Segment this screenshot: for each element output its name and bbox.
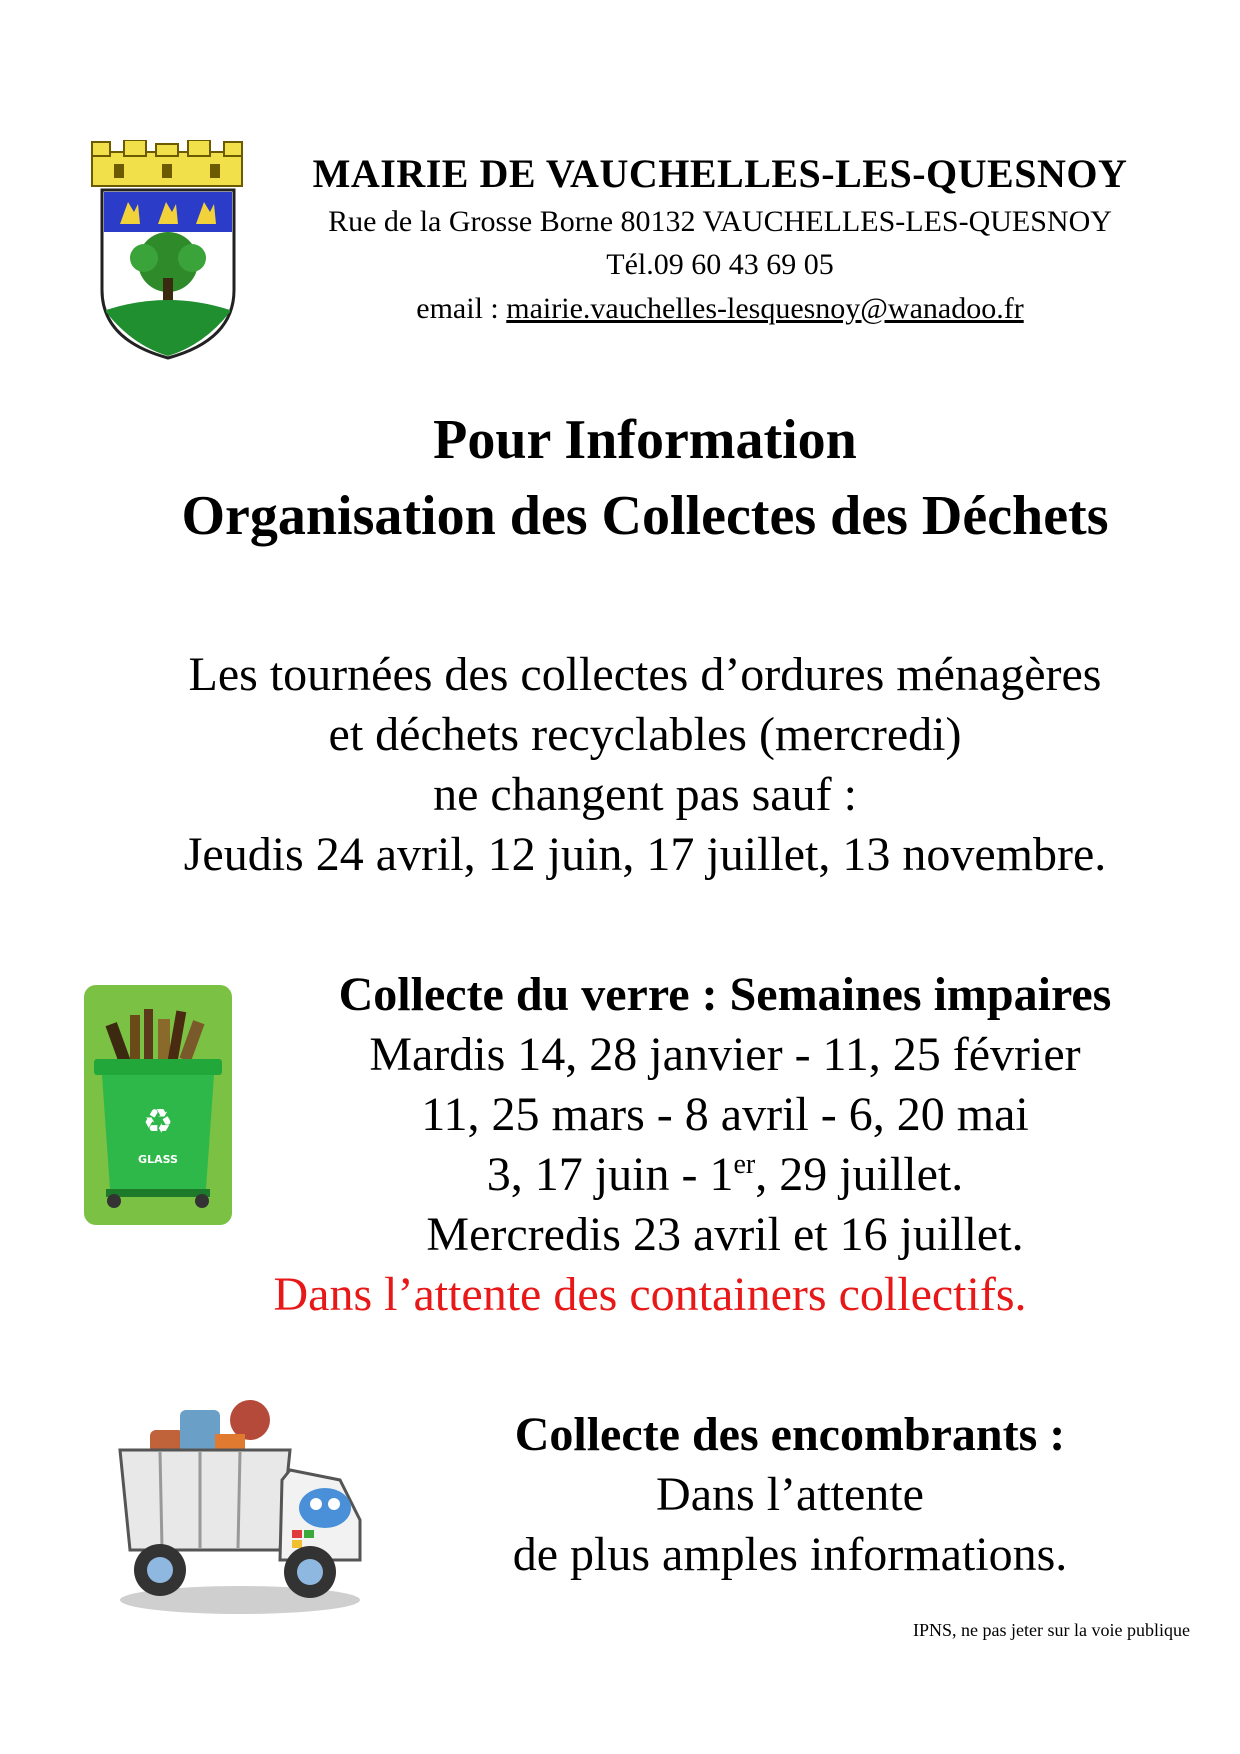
glass-collection-title: Collecte du verre : Semaines impaires — [338, 968, 1112, 1021]
glass-dates-part: , 29 juillet. — [755, 1148, 964, 1201]
glass-dates-line — [250, 1145, 1200, 1205]
glass-recycling-bin-icon — [84, 985, 232, 1225]
bulky-info-line: Dans l’attente — [656, 1468, 924, 1521]
info-line: ne changent pas sauf : — [433, 768, 857, 821]
email-link[interactable]: mairie.vauchelles-lesquesnoy@wanadoo.fr — [506, 292, 1024, 325]
page-title-line1: Pour Information — [433, 409, 857, 471]
email-prefix: email : — [416, 292, 507, 325]
glass-dates-line: Mercredis 23 avril et 16 juillet. — [426, 1208, 1024, 1261]
household-collection-info — [0, 645, 1240, 885]
bulky-info-line: de plus amples informations. — [512, 1528, 1068, 1581]
mairie-title: MAIRIE DE VAUCHELLES-LES-QUESNOY — [312, 151, 1128, 196]
glass-dates-line: 11, 25 mars - 8 avril - 6, 20 mai — [421, 1088, 1029, 1141]
glass-dates-line: Mardis 14, 28 janvier - 11, 25 février — [369, 1028, 1081, 1081]
bulky-collection-title: Collecte des encombrants : — [514, 1408, 1066, 1461]
info-line: et déchets recyclables (mercredi) — [328, 708, 962, 761]
glass-dates-part: 3, 17 juin - 1 — [486, 1148, 734, 1201]
svg-text:♻: ♻ — [142, 1102, 174, 1142]
bin-label: GLASS — [138, 1153, 178, 1166]
glass-container-notice: Dans l’attente des containers collectifs. — [273, 1268, 1027, 1321]
info-line: Jeudis 24 avril, 12 juin, 17 juillet, 13 novembre. — [183, 828, 1107, 881]
page-title-line2: Organisation des Collectes des Déchets — [181, 485, 1109, 547]
bulky-waste-truck-icon — [110, 1390, 370, 1620]
municipal-crest-icon — [84, 140, 250, 362]
ordinal-superscript: er — [733, 1149, 756, 1180]
info-line: Les tournées des collectes d’ordures ménagères — [188, 648, 1102, 701]
mairie-email-line — [270, 292, 1170, 326]
ipns-footer-note: IPNS, ne pas jeter sur la voie publique — [913, 1620, 1190, 1640]
mairie-phone: Tél.09 60 43 69 05 — [606, 248, 834, 281]
mairie-address: Rue de la Grosse Borne 80132 VAUCHELLES-LES-QUESNOY — [328, 205, 1112, 238]
